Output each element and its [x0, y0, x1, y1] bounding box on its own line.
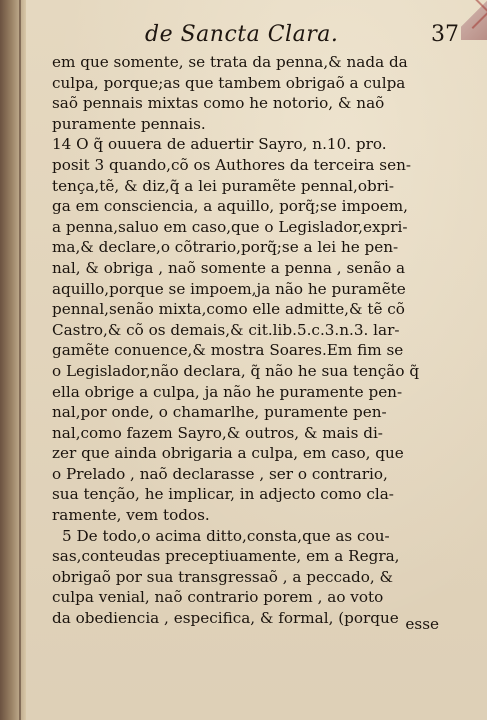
text-line: culpa venial, naõ contrario porem , ao voto — [52, 588, 384, 607]
gutter-line — [19, 0, 21, 720]
text-line: gamẽte conuence,& mostra Soares.Em fim se — [52, 341, 404, 360]
text-line: puramente pennais. — [52, 114, 206, 133]
text-line: aquillo,porque se impoem,ja não he puramẽte — [52, 279, 406, 298]
text-line: nal, & obriga , naõ somente a penna , senão a — [52, 258, 406, 277]
text-line: ga em consciencia, a aquillo, porq̃;se impoem, — [52, 197, 408, 216]
running-title: de Sancta Clara. — [145, 22, 339, 47]
text-line: ella obrige a culpa, ja não he puramente pen- — [52, 382, 403, 401]
page-header — [145, 22, 465, 56]
body-text — [52, 52, 452, 629]
text-line: posit 3 quando,cõ os Authores da terceira sen- — [52, 155, 412, 174]
text-line: pennal,senão mixta,como elle admitte,& tẽ cõ — [52, 300, 405, 319]
paragraph-14-start: 14 O q̃ ouuera de aduertir Sayro, n.10. pro. — [52, 135, 387, 154]
text-line: culpa, porque;as que tambem obrigaõ a culpa — [52, 73, 406, 92]
text-line: sua tenção, he implicar, in adjecto como cla- — [52, 485, 394, 504]
text-line: ma,& declare,o cõtrario,porq̃;se a lei he pen- — [52, 238, 399, 257]
text-line: nal,como fazem Sayro,& outros, & mais di- — [52, 423, 383, 442]
text-line: o Prelado , naõ declarasse , ser o contrario, — [52, 464, 388, 483]
text-line: ramente, vem todos. — [52, 506, 210, 525]
page-number: 37 — [431, 22, 459, 47]
text-line: da obediencia , especifica, & formal, (porque — [52, 609, 399, 628]
text-line: saõ pennais mixtas como he notorio, & naõ — [52, 94, 385, 113]
text-line: a penna,saluo em caso,que o Legislador,expri- — [52, 217, 408, 236]
text-line: sas,conteudas preceptiuamente, em a Regra, — [52, 547, 400, 566]
paragraph-5-start: 5 De todo,o acima ditto,consta,que as cou- — [62, 526, 390, 545]
text-line: em que somente, se trata da penna,& nada da — [52, 53, 408, 71]
text-line: Castro,& cõ os demais,& cit.lib.5.c.3.n.3. lar- — [52, 320, 400, 339]
text-line: obrigaõ por sua transgressaõ , a peccado, & — [52, 567, 394, 586]
text-line: tença,tẽ, & diz,q̃ a lei puramẽte pennal,obri- — [52, 176, 394, 195]
book-spine-shadow — [0, 0, 26, 720]
text-line: o Legislador,não declara, q̃ não he sua tenção q̃ — [52, 361, 420, 380]
text-line: zer que ainda obrigaria a culpa, em caso, que — [52, 444, 404, 463]
catchword: esse — [405, 615, 439, 633]
text-line: nal,por onde, o chamarlhe, puramente pen- — [52, 403, 387, 422]
